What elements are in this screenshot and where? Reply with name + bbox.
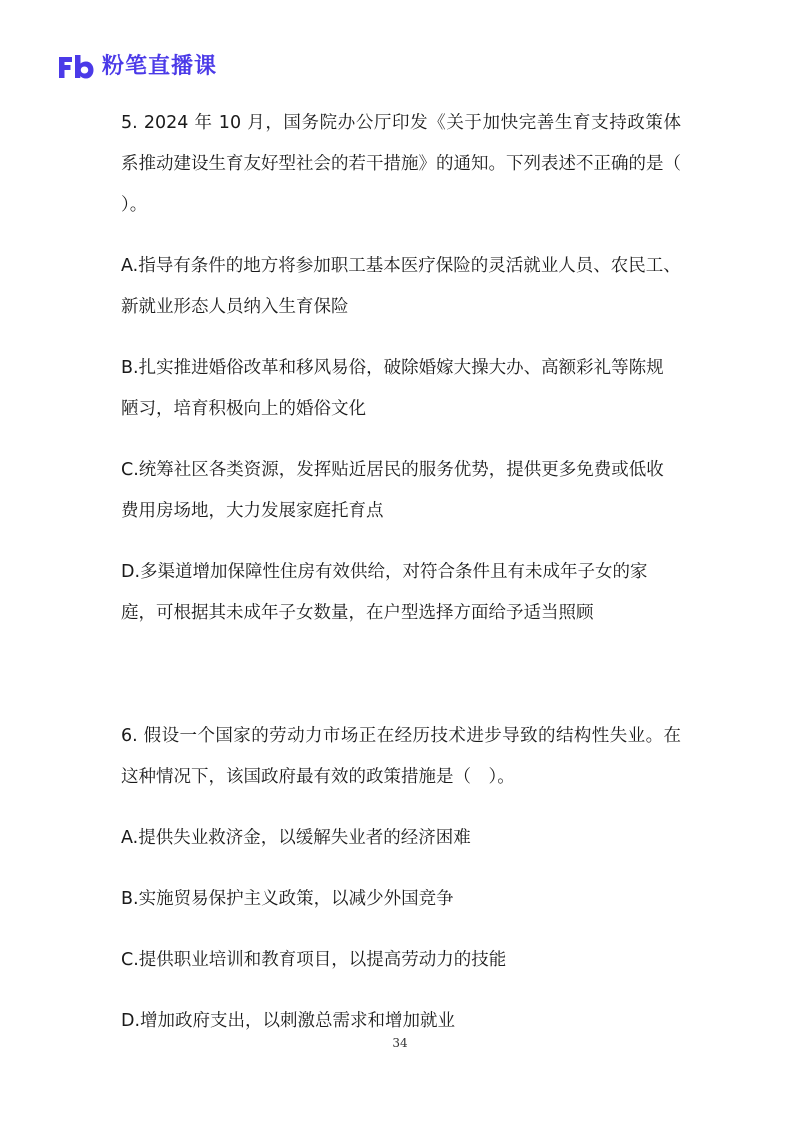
option-c: C.提供职业培训和教育项目，以提高劳动力的技能 — [121, 950, 507, 970]
question-5 — [121, 103, 716, 634]
page-number: 34 — [392, 1036, 408, 1050]
option-b: B.扎实推进婚俗改革和移风易俗，破除婚嫁大操大办、高额彩礼等陈规陋习，培育积极向上的婚俗文化 — [121, 358, 664, 419]
option-a: A.指导有条件的地方将参加职工基本医疗保险的灵活就业人员、农民工、新就业形态人员纳入生育保险 — [121, 256, 681, 317]
brand-header — [56, 50, 217, 84]
question-content — [121, 103, 716, 1042]
question-stem: 5. 2024 年 10 月，国务院办公厅印发《关于加快完善生育支持政策体系推动建设生育友好型社会的若干措施》的通知。下列表述不正确的是（ ）。 — [121, 113, 716, 215]
option-a: A.提供失业救济金，以缓解失业者的经济困难 — [121, 828, 471, 848]
fb-logo-icon — [56, 52, 96, 82]
question-stem: 6. 假设一个国家的劳动力市场正在经历技术进步导致的结构性失业。在这种情况下，该国政府最有效的政策措施是（ ）。 — [121, 726, 681, 787]
option-c: C.统筹社区各类资源，发挥贴近居民的服务优势，提供更多免费或低收费用房场地，大力发展家庭托育点 — [121, 460, 664, 521]
brand-name: 粉笔直播课 — [102, 54, 218, 79]
question-6 — [121, 716, 681, 1042]
option-d: D.多渠道增加保障性住房有效供给，对符合条件且有未成年子女的家庭，可根据其未成年子女数量，在户型选择方面给予适当照顾 — [121, 562, 648, 623]
option-d: D.增加政府支出，以刺激总需求和增加就业 — [121, 1011, 456, 1031]
option-b: B.实施贸易保护主义政策，以减少外国竞争 — [121, 889, 454, 909]
